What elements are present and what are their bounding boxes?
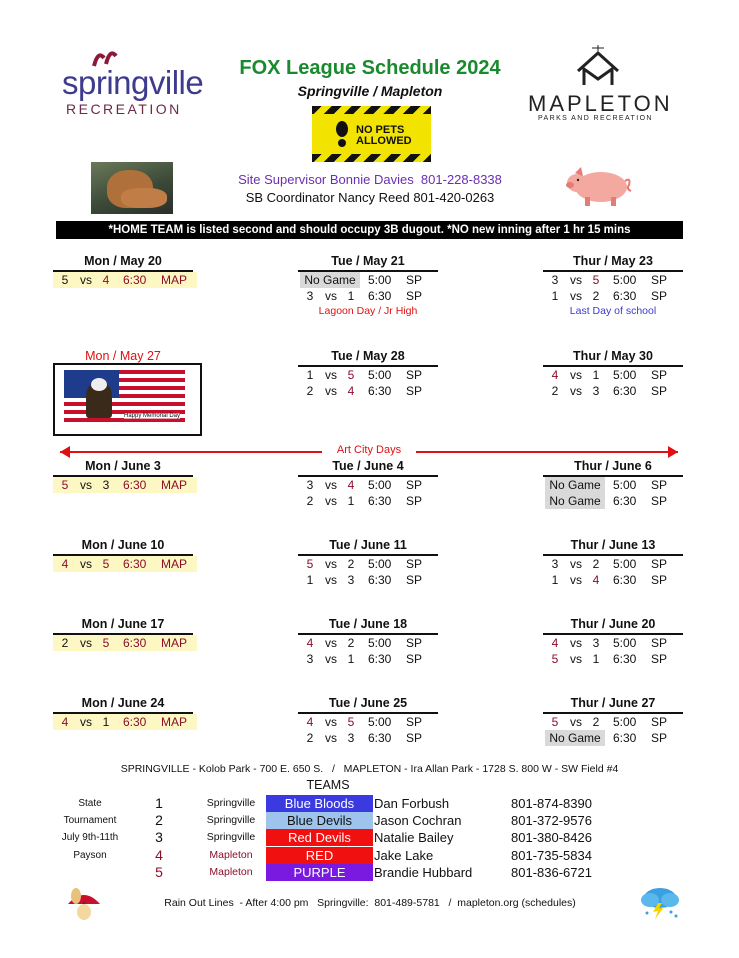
dog-body — [121, 188, 167, 208]
visitor-team: 3 — [551, 273, 559, 287]
game-row — [53, 714, 193, 730]
team-city: Springville — [206, 814, 256, 826]
team-name: Blue Devils — [266, 812, 373, 829]
tournament-info: State — [78, 798, 102, 809]
vs-label: vs — [570, 652, 582, 666]
home-team: 1 — [347, 652, 355, 666]
vs-label: vs — [570, 273, 582, 287]
game-field: SP — [651, 652, 668, 666]
team-coach: Jake Lake — [374, 848, 434, 863]
game-row — [298, 572, 438, 588]
team-city: Mapleton — [209, 849, 253, 861]
game-time: 6:30 — [613, 731, 637, 745]
tournament-info: Tournament — [63, 815, 117, 826]
arrow-left-icon — [60, 446, 70, 458]
vs-label: vs — [325, 478, 337, 492]
game-field: MAP — [161, 273, 188, 287]
visitor-team: 2 — [551, 384, 559, 398]
home-team: 1 — [347, 289, 355, 303]
game-row — [298, 730, 438, 746]
game-time: 6:30 — [368, 384, 392, 398]
game-row — [543, 714, 683, 730]
game-field: SP — [406, 715, 423, 729]
visitor-team: 2 — [306, 494, 314, 508]
vs-label: vs — [325, 557, 337, 571]
coach-phone: 801-380-8426 — [511, 830, 592, 845]
home-team: 3 — [347, 573, 355, 587]
visitor-team: 2 — [306, 384, 314, 398]
game-row — [298, 493, 438, 509]
day-header: Tue / June 25 — [298, 696, 438, 714]
day-block — [298, 617, 438, 667]
team-row — [0, 812, 739, 829]
vs-label: vs — [570, 368, 582, 382]
vs-label: vs — [80, 636, 92, 650]
game-row — [298, 714, 438, 730]
game-field: SP — [651, 557, 668, 571]
game-row — [543, 493, 683, 509]
game-row — [298, 651, 438, 667]
day-note: Last Day of school — [569, 305, 657, 317]
home-team: 5 — [347, 715, 355, 729]
cartoon-dog-umbrella-icon — [64, 884, 104, 922]
visitor-team: 3 — [551, 557, 559, 571]
visitor-team: 4 — [306, 636, 314, 650]
game-field: SP — [406, 573, 423, 587]
day-block — [298, 538, 438, 588]
art-city-days-arrow — [60, 443, 678, 459]
footprint-icon — [332, 120, 352, 150]
vs-label: vs — [325, 715, 337, 729]
vs-label: vs — [80, 478, 92, 492]
home-team: 3 — [347, 731, 355, 745]
team-number: 2 — [155, 812, 163, 828]
home-team: 4 — [102, 273, 110, 287]
visitor-team: 3 — [306, 478, 314, 492]
day-header: Tue / June 11 — [298, 538, 438, 556]
team-row — [0, 864, 739, 881]
springville-logo-sub: RECREATION — [66, 101, 182, 117]
game-field: SP — [406, 652, 423, 666]
rain-cloud-icon — [638, 885, 682, 920]
visitor-team: 3 — [306, 652, 314, 666]
game-field: SP — [651, 636, 668, 650]
team-name: Red Devils — [266, 829, 373, 846]
dog-photo — [91, 162, 173, 214]
game-row — [543, 383, 683, 399]
team-city: Springville — [206, 797, 256, 809]
visitor-team: 4 — [551, 636, 559, 650]
day-block — [543, 696, 683, 746]
no-game-label: No Game — [300, 272, 360, 288]
game-time: 6:30 — [123, 557, 147, 571]
vs-label: vs — [570, 289, 582, 303]
day-header: Mon / June 24 — [53, 696, 193, 714]
day-header: Thur / June 27 — [543, 696, 683, 714]
game-time: 6:30 — [123, 636, 147, 650]
visitor-team: 1 — [551, 289, 559, 303]
day-block — [53, 696, 193, 730]
vs-label: vs — [570, 636, 582, 650]
home-team: 1 — [592, 368, 600, 382]
day-block — [543, 254, 683, 318]
game-field: SP — [406, 636, 423, 650]
visitor-team: 1 — [551, 573, 559, 587]
vs-label: vs — [325, 289, 337, 303]
flag-stripes — [64, 370, 185, 422]
vs-label: vs — [325, 652, 337, 666]
mapleton-logo-word: MAPLETON — [528, 91, 673, 116]
game-time: 6:30 — [368, 573, 392, 587]
game-time: 5:00 — [368, 273, 392, 287]
coach-phone: 801-836-6721 — [511, 865, 592, 880]
vs-label: vs — [325, 494, 337, 508]
day-block — [298, 696, 438, 746]
mapleton-parks-logo — [528, 45, 673, 125]
visitor-team: 5 — [551, 652, 559, 666]
day-header: Thur / May 30 — [543, 349, 683, 367]
no-pets-sign — [312, 106, 431, 162]
team-city: Mapleton — [209, 866, 253, 878]
game-row — [53, 477, 193, 493]
game-time: 5:00 — [368, 715, 392, 729]
game-field: MAP — [161, 478, 188, 492]
team-row — [0, 795, 739, 812]
hazard-stripe — [312, 106, 431, 114]
vs-label: vs — [570, 573, 582, 587]
day-block — [298, 459, 438, 509]
day-header: Mon / June 3 — [53, 459, 193, 477]
game-field: SP — [406, 273, 423, 287]
visitor-team: 5 — [551, 715, 559, 729]
game-time: 6:30 — [613, 384, 637, 398]
game-field: SP — [651, 384, 668, 398]
game-time: 6:30 — [368, 289, 392, 303]
visitor-team: 1 — [306, 368, 314, 382]
pig-icon — [563, 161, 633, 209]
game-time: 5:00 — [613, 273, 637, 287]
home-team: 4 — [347, 384, 355, 398]
game-field: SP — [651, 368, 668, 382]
no-game-label: No Game — [545, 493, 605, 509]
game-field: SP — [651, 289, 668, 303]
home-team: 2 — [592, 715, 600, 729]
springville-logo-word: springville — [62, 64, 204, 101]
day-header: Mon / June 10 — [53, 538, 193, 556]
home-team: 2 — [592, 557, 600, 571]
team-coach: Jason Cochran — [374, 813, 462, 828]
game-field: SP — [406, 494, 423, 508]
vs-label: vs — [325, 368, 337, 382]
game-time: 6:30 — [123, 715, 147, 729]
sb-coordinator: SB Coordinator Nancy Reed 801-420-0263 — [245, 190, 495, 205]
home-team: 2 — [347, 557, 355, 571]
game-field: SP — [651, 715, 668, 729]
home-team: 2 — [347, 636, 355, 650]
visitor-team: 4 — [306, 715, 314, 729]
day-header: Thur / June 13 — [543, 538, 683, 556]
home-team: 5 — [102, 636, 110, 650]
home-team: 4 — [347, 478, 355, 492]
park-locations: SPRINGVILLE - Kolob Park - 700 E. 650 S. / MAPLETON - Ira Allan Park - 1728 S. 800 W - SW Field #4 — [120, 763, 619, 775]
vs-label: vs — [80, 273, 92, 287]
game-field: SP — [406, 557, 423, 571]
game-time: 6:30 — [123, 478, 147, 492]
rules-banner: *HOME TEAM is listed second and should occupy 3B dugout. *NO new inning after 1 hr 15 mins — [56, 221, 683, 239]
game-field: SP — [651, 494, 668, 508]
game-field: SP — [406, 289, 423, 303]
day-header: Thur / May 23 — [543, 254, 683, 272]
game-row — [298, 635, 438, 651]
eagle-head — [91, 378, 107, 391]
team-number: 3 — [155, 829, 163, 845]
game-time: 6:30 — [613, 289, 637, 303]
day-block — [53, 617, 193, 651]
home-team: 2 — [592, 289, 600, 303]
game-row — [543, 572, 683, 588]
no-game-label: No Game — [545, 730, 605, 746]
game-time: 5:00 — [613, 478, 637, 492]
game-time: 6:30 — [613, 494, 637, 508]
teams-heading: TEAMS — [306, 778, 350, 792]
game-time: 5:00 — [368, 368, 392, 382]
team-coach: Dan Forbush — [374, 796, 450, 811]
team-row — [0, 829, 739, 846]
team-name: PURPLE — [266, 864, 373, 881]
day-header: Tue / June 18 — [298, 617, 438, 635]
game-row — [298, 383, 438, 399]
team-number: 4 — [155, 847, 163, 863]
game-row — [543, 556, 683, 572]
game-time: 6:30 — [368, 652, 392, 666]
mapleton-logo-sub: PARKS AND RECREATION — [538, 115, 653, 122]
game-row — [543, 730, 683, 746]
game-row — [543, 635, 683, 651]
visitor-team: 5 — [306, 557, 314, 571]
day-block — [298, 254, 438, 318]
home-team: 1 — [102, 715, 110, 729]
tournament-info: Payson — [73, 850, 107, 861]
vs-label: vs — [325, 384, 337, 398]
game-field: MAP — [161, 715, 188, 729]
day-header: Thur / June 6 — [543, 459, 683, 477]
game-row — [53, 272, 193, 288]
game-time: 5:00 — [613, 557, 637, 571]
home-team: 5 — [102, 557, 110, 571]
game-row — [298, 477, 438, 493]
team-coach: Natalie Bailey — [374, 830, 454, 845]
coach-phone: 801-372-9576 — [511, 813, 592, 828]
day-note: Lagoon Day / Jr High — [318, 305, 418, 317]
no-pets-text: NO PETS ALLOWED — [356, 124, 412, 147]
visitor-team: 4 — [61, 557, 69, 571]
day-block — [53, 254, 193, 288]
day-block — [53, 538, 193, 572]
home-team: 3 — [102, 478, 110, 492]
visitor-team: 2 — [61, 636, 69, 650]
vs-label: vs — [325, 731, 337, 745]
vs-label: vs — [325, 636, 337, 650]
team-name: Blue Bloods — [266, 795, 373, 812]
day-header: Mon / May 20 — [53, 254, 193, 272]
game-time: 5:00 — [368, 636, 392, 650]
springville-recreation-logo — [60, 48, 210, 118]
visitor-team: 4 — [61, 715, 69, 729]
day-block — [543, 459, 683, 509]
game-row — [53, 556, 193, 572]
game-row — [543, 288, 683, 304]
game-field: SP — [651, 573, 668, 587]
game-time: 5:00 — [368, 478, 392, 492]
vs-label: vs — [570, 715, 582, 729]
memorial-day-image — [53, 363, 202, 436]
home-team: 3 — [592, 636, 600, 650]
day-block — [543, 349, 683, 399]
team-city: Springville — [206, 831, 256, 843]
page-title: FOX League Schedule 2024 — [239, 57, 501, 79]
game-time: 5:00 — [613, 368, 637, 382]
team-name: RED — [266, 847, 373, 864]
game-row — [543, 651, 683, 667]
tournament-info: July 9th-11th — [61, 832, 119, 843]
game-field: SP — [406, 731, 423, 745]
game-time: 6:30 — [613, 652, 637, 666]
team-row — [0, 847, 739, 864]
team-number: 1 — [155, 795, 163, 811]
game-row — [543, 477, 683, 493]
day-block — [298, 349, 438, 399]
day-block — [543, 538, 683, 588]
home-team: 5 — [592, 273, 600, 287]
visitor-team: 4 — [551, 368, 559, 382]
game-time: 6:30 — [613, 573, 637, 587]
coach-phone: 801-735-5834 — [511, 848, 592, 863]
team-number: 5 — [155, 864, 163, 880]
game-time: 6:30 — [368, 731, 392, 745]
home-team: 3 — [592, 384, 600, 398]
day-block — [543, 617, 683, 667]
game-field: SP — [406, 368, 423, 382]
vs-label: vs — [80, 715, 92, 729]
day-header: Mon / June 17 — [53, 617, 193, 635]
mapleton-house-icon — [574, 45, 622, 89]
game-time: 6:30 — [368, 494, 392, 508]
game-time: 5:00 — [613, 715, 637, 729]
day-header: Tue / May 28 — [298, 349, 438, 367]
game-time: 5:00 — [368, 557, 392, 571]
arrow-right-icon — [668, 446, 678, 458]
game-field: MAP — [161, 557, 188, 571]
game-row — [543, 367, 683, 383]
page-subtitle: Springville / Mapleton — [297, 83, 443, 99]
memorial-caption: Happy Memorial Day — [124, 413, 181, 419]
art-city-days-label: Art City Days — [322, 444, 416, 456]
vs-label: vs — [570, 384, 582, 398]
game-field: SP — [651, 273, 668, 287]
visitor-team: 3 — [306, 289, 314, 303]
game-row — [298, 272, 438, 288]
game-row — [298, 288, 438, 304]
no-game-label: No Game — [545, 477, 605, 493]
game-row — [543, 272, 683, 288]
game-row — [298, 367, 438, 383]
vs-label: vs — [80, 557, 92, 571]
game-field: SP — [406, 384, 423, 398]
home-team: 4 — [592, 573, 600, 587]
game-row — [53, 635, 193, 651]
home-team: 1 — [592, 652, 600, 666]
hazard-stripe — [312, 154, 431, 162]
vs-label: vs — [570, 557, 582, 571]
game-field: SP — [406, 478, 423, 492]
site-supervisor: Site Supervisor Bonnie Davies 801-228-8338 — [238, 172, 502, 187]
home-team: 5 — [347, 368, 355, 382]
game-row — [298, 556, 438, 572]
visitor-team: 1 — [306, 573, 314, 587]
game-field: MAP — [161, 636, 188, 650]
rain-out-lines: Rain Out Lines - After 4:00 pm Springville: 801-489-5781 / mapleton.org (schedules) — [164, 897, 576, 909]
home-team: 1 — [347, 494, 355, 508]
game-time: 6:30 — [123, 273, 147, 287]
vs-label: vs — [325, 573, 337, 587]
day-header: Mon / May 27 — [53, 349, 193, 367]
day-header: Tue / June 4 — [298, 459, 438, 477]
visitor-team: 5 — [61, 478, 69, 492]
day-block — [53, 459, 193, 493]
visitor-team: 5 — [61, 273, 69, 287]
team-coach: Brandie Hubbard — [374, 865, 473, 880]
visitor-team: 2 — [306, 731, 314, 745]
game-time: 5:00 — [613, 636, 637, 650]
game-field: SP — [651, 731, 668, 745]
day-header: Tue / May 21 — [298, 254, 438, 272]
coach-phone: 801-874-8390 — [511, 796, 592, 811]
day-header: Thur / June 20 — [543, 617, 683, 635]
game-field: SP — [651, 478, 668, 492]
